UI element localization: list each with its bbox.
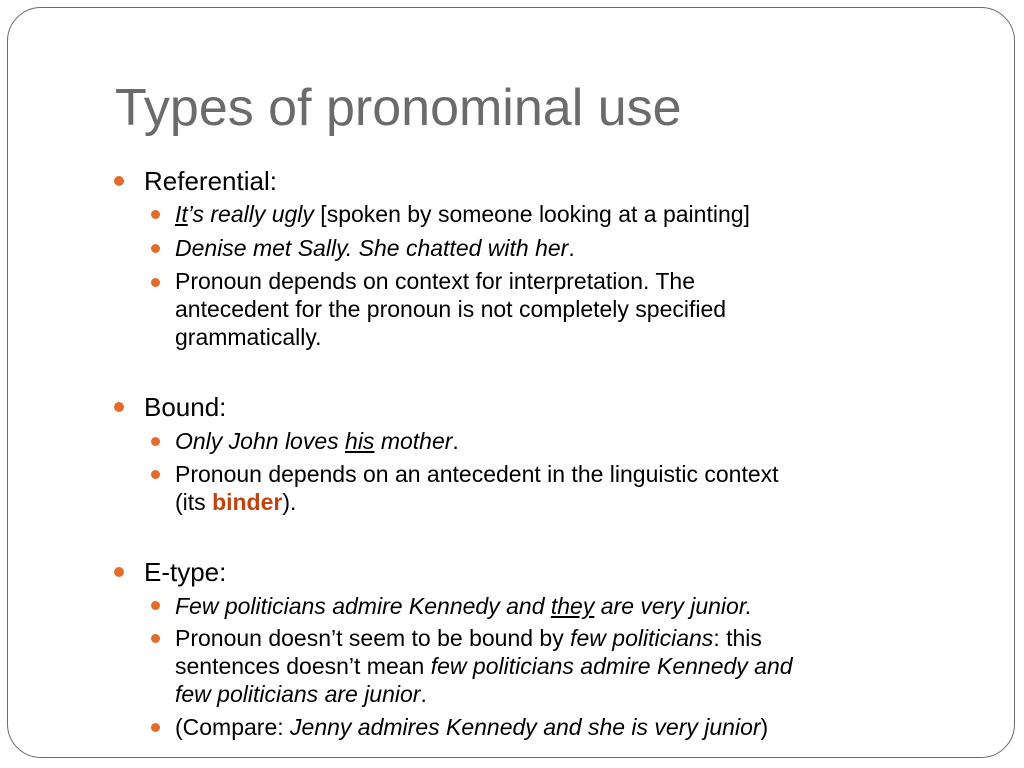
- bullet-icon: [114, 567, 124, 577]
- bullet-icon: [114, 176, 124, 186]
- bullet-icon: [151, 437, 160, 446]
- bullet-icon: [151, 634, 160, 643]
- list-item: Only John loves his mother.: [175, 428, 459, 454]
- bullet-icon: [151, 470, 160, 479]
- slide-title: Types of pronominal use: [115, 79, 682, 137]
- binder-term: binder: [212, 489, 283, 515]
- list-item: It’s really ugly [spoken by someone looking at a painting]: [175, 201, 750, 227]
- bullet-icon: [151, 723, 160, 732]
- section-heading-referential: Referential:: [144, 166, 277, 196]
- list-item: Pronoun depends on context for interpretation. The antecedent for the pronoun is not completely specified grammatically.: [175, 268, 727, 350]
- section-heading-e-type: E-type:: [144, 557, 227, 587]
- bullet-icon: [151, 210, 160, 219]
- bullet-icon: [151, 244, 160, 253]
- bullet-icon: [151, 601, 160, 610]
- list-item: Few politicians admire Kennedy and they are very junior.: [175, 593, 753, 619]
- bullet-icon: [151, 278, 160, 287]
- list-item: (Compare: Jenny admires Kennedy and she is very junior): [175, 714, 769, 740]
- bullet-icon: [114, 402, 124, 412]
- list-item: Pronoun doesn’t seem to be bound by few politicians: this sentences doesn’t mean few politicians admire Kennedy and few politicians are junior.: [175, 625, 793, 707]
- list-item: Denise met Sally. She chatted with her.: [175, 235, 575, 261]
- section-heading-bound: Bound:: [144, 392, 227, 422]
- list-item: Pronoun depends on an antecedent in the linguistic context (its binder).: [175, 461, 779, 515]
